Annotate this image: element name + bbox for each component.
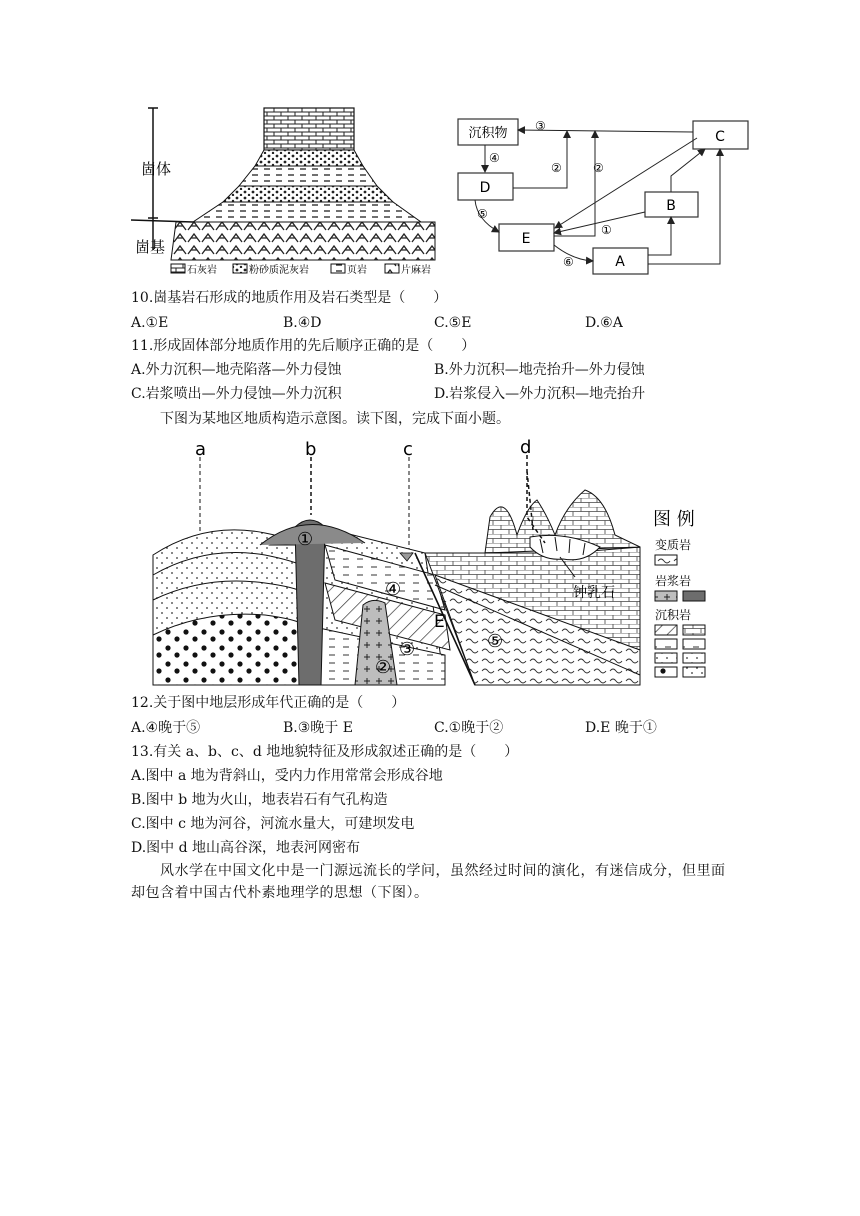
q13-option-d[interactable]: D.图中 d 地山高谷深，地表河网密布 — [131, 840, 361, 856]
q13-option-b[interactable]: B.图中 b 地为火山，地表岩石有气孔构造 — [131, 792, 388, 808]
node-c-label: C — [715, 129, 725, 145]
rock-cycle-diagram — [455, 100, 760, 280]
label-fault-e: E — [434, 612, 445, 632]
node-a-label: A — [615, 254, 625, 270]
label-circle-5: ⑤ — [487, 631, 504, 652]
arrow-label-4: ④ — [489, 151, 500, 165]
label-d: d — [520, 437, 532, 458]
intro-geologic-structure: 下图为某地区地质构造示意图。读下图，完成下面小题。 — [160, 411, 510, 427]
q13-option-c[interactable]: C.图中 c 地为河谷，河流水量大，可建坝发电 — [131, 816, 415, 832]
question-12-stem: 12.关于图中地层形成年代正确的是（ ） — [131, 695, 406, 711]
arrow-label-1: ① — [601, 223, 612, 237]
label-b: b — [305, 439, 317, 460]
node-d-label: D — [479, 180, 491, 196]
label-circle-4: ④ — [385, 579, 402, 600]
label-circle-3: ③ — [399, 639, 416, 660]
q12-option-c[interactable]: C.①晚于② — [434, 720, 504, 736]
legend-magma: 岩浆岩 — [655, 574, 692, 588]
q10-option-a[interactable]: A.①E — [131, 315, 169, 331]
label-stalactite: 钟乳石 — [573, 585, 615, 601]
arrow-label-2a: ② — [551, 161, 562, 175]
legend-limestone: 石灰岩 — [187, 265, 217, 276]
intro-fengshui: 风水学在中国文化中是一门源远流长的学问，虽然经过时间的演化，有迷信成分，但里面却包含着中国古代朴素地理学的思想（下图）。 — [131, 863, 726, 901]
legend-title: 图 例 — [653, 509, 695, 530]
q11-option-b[interactable]: B.外力沉积—地壳抬升—外力侵蚀 — [434, 362, 645, 378]
q11-option-c[interactable]: C.岩浆喷出—外力侵蚀—外力沉积 — [131, 386, 342, 402]
arrow-label-5: ⑤ — [477, 207, 488, 221]
label-circle-1: ① — [297, 529, 314, 550]
label-circle-2: ② — [375, 657, 392, 678]
q13-option-a[interactable]: A.图中 a 地为背斜山，受内力作用常常会形成谷地 — [131, 768, 443, 784]
geologic-structure-figure — [145, 435, 715, 693]
node-e-label: E — [521, 231, 531, 247]
q10-option-b[interactable]: B.④D — [283, 315, 322, 331]
q11-option-d[interactable]: D.岩浆侵入—外力沉积—地壳抬升 — [434, 386, 646, 402]
mesa-section-figure — [131, 100, 451, 285]
mesa-top-label: 崮体 — [141, 160, 172, 178]
legend-metamorphic: 变质岩 — [655, 538, 692, 552]
mesa-base-label: 崮基 — [135, 238, 166, 256]
q10-option-d[interactable]: D.⑥A — [585, 315, 623, 331]
legend-shale: 页岩 — [347, 265, 367, 276]
q12-option-d[interactable]: D.E 晚于① — [585, 720, 657, 736]
legend-marl: 粉砂质泥灰岩 — [249, 265, 309, 276]
q12-option-b[interactable]: B.③晚于 E — [283, 720, 353, 736]
label-a: a — [195, 439, 207, 460]
legend-gneiss: 片麻岩 — [401, 265, 431, 276]
arrow-label-2b: ② — [593, 161, 604, 175]
legend-sedimentary: 沉积岩 — [655, 608, 692, 622]
sediment-label: 沉积物 — [468, 126, 508, 141]
arrow-label-3: ③ — [535, 119, 546, 133]
q11-option-a[interactable]: A.外力沉积—地壳陷落—外力侵蚀 — [131, 362, 342, 378]
node-b-label: B — [666, 198, 676, 214]
question-10-stem: 10.崮基岩石形成的地质作用及岩石类型是（ ） — [131, 290, 448, 306]
q10-option-c[interactable]: C.⑤E — [434, 315, 472, 331]
arrow-label-6: ⑥ — [563, 255, 574, 269]
question-13-stem: 13.有关 a、b、c、d 地地貌特征及形成叙述正确的是（ ） — [131, 744, 519, 760]
question-11-stem: 11.形成固体部分地质作用的先后顺序正确的是（ ） — [131, 338, 476, 354]
q12-option-a[interactable]: A.④晚于⑤ — [131, 720, 201, 736]
label-c: c — [403, 439, 413, 460]
